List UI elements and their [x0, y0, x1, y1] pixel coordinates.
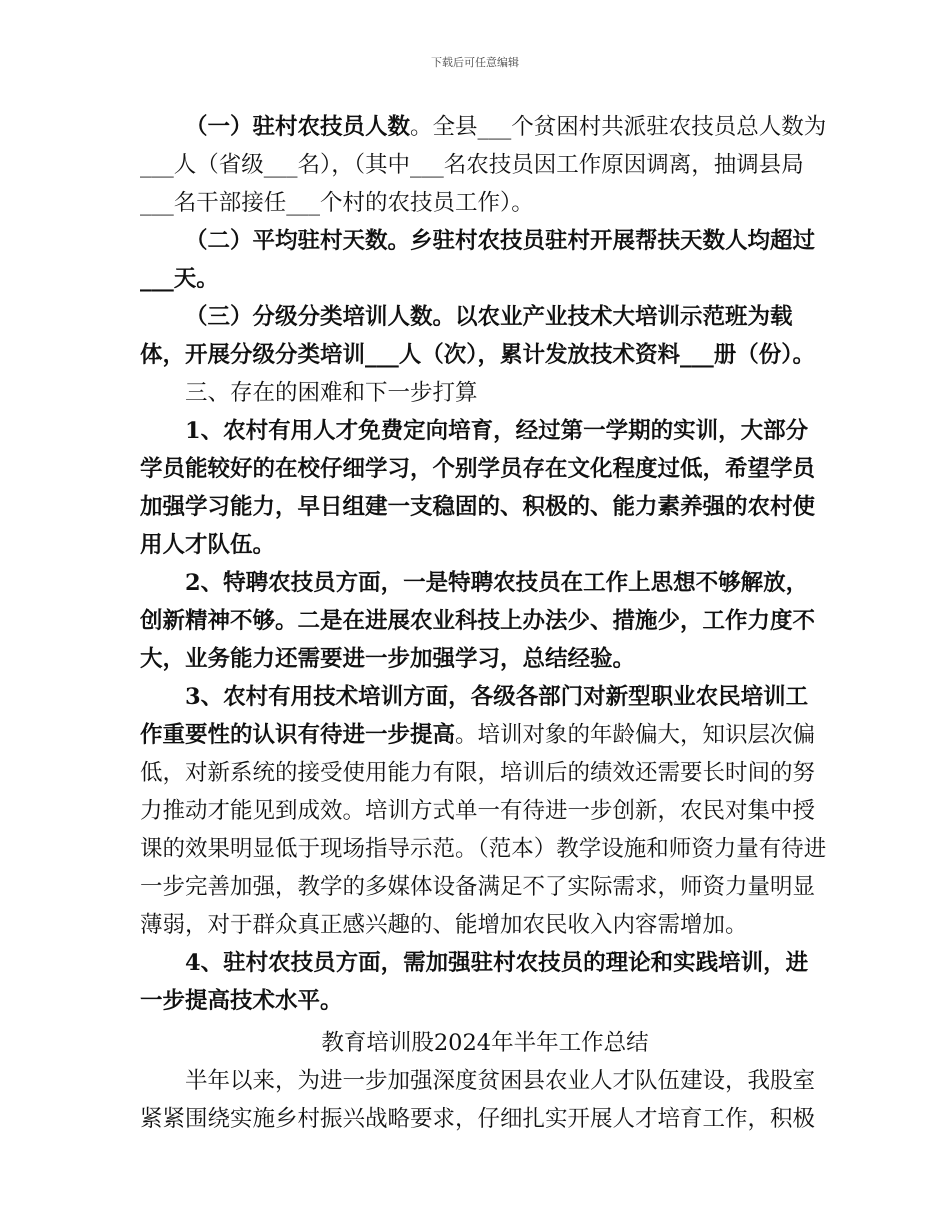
document-body — [140, 108, 830, 1138]
paragraph-4: 1、农村有用人才免费定向培育，经过第一学期的实训，大部分学员能较好的在校仔细学习，个别学员存在文化程度过低，希望学员加强学习能力，早日组建一支稳固的、积极的、能力素养强的农村使用人才队伍。 — [140, 418, 816, 558]
section-heading-3: 三、存在的困难和下一步打算 — [185, 380, 478, 406]
document-title: 教育培训股2024年半年工作总结 — [321, 1030, 649, 1056]
paragraph-1 — [140, 108, 830, 222]
paragraph-3: （三）分级分类培训人数。以农业产业技术大培训示范班为载体，开展分级分类培训___人（次），累计发放技术资料___册（份）。 — [140, 304, 816, 368]
paragraph-2: （二）平均驻村天数。乡驻村农技员驻村开展帮扶天数人均超过___天。 — [140, 228, 816, 292]
paragraph-6-text: 。培训对象的年龄偏大，知识层次偏低，对新系统的接受使用能力有限，培训后的绩效还需要长时间的努力推动才能见到成效。培训方式单一有待进一步创新，农民对集中授课的效果明显低于现场指导示范。（范本）教学设施和师资力量有待进一步完善加强，教学的多媒体设备满足不了实际需求，师资力量明显薄弱，对于群众真正感兴趣的、能增加农民收入内容需增加。 — [140, 722, 827, 938]
paragraph-8: 半年以来，为进一步加强深度贫困县农业人才队伍建设，我股室紧紧围绕实施乡村振兴战略要求，仔细扎实开展人才培育工作，积极 — [140, 1068, 816, 1132]
page-header: 下载后可任意编辑 — [431, 56, 519, 69]
paragraph-5: 2、特聘农技员方面，一是特聘农技员在工作上思想不够解放，创新精神不够。二是在进展农业科技上办法少、措施少，工作力度不大，业务能力还需要进一步加强学习，总结经验。 — [140, 570, 816, 672]
paragraph-6 — [140, 678, 830, 944]
paragraph-1-heading: （一）驻村农技员人数 — [185, 114, 411, 140]
paragraph-7: 4、驻村农技员方面，需加强驻村农技员的理论和实践培训，进一步提高技术水平。 — [140, 950, 809, 1014]
paragraph-1-text: 。全县___个贫困村共派驻农技员总人数为___人（省级___名），（其中___名农技员因工作原因调离，抽调县局___名干部接任___个村的农技员工作）。 — [140, 114, 827, 216]
paragraph-6-heading: 3、农村有用技术培训方面，各级各部门对新型职业农民培训工作重要性的认识有待进一步提高 — [140, 684, 809, 748]
